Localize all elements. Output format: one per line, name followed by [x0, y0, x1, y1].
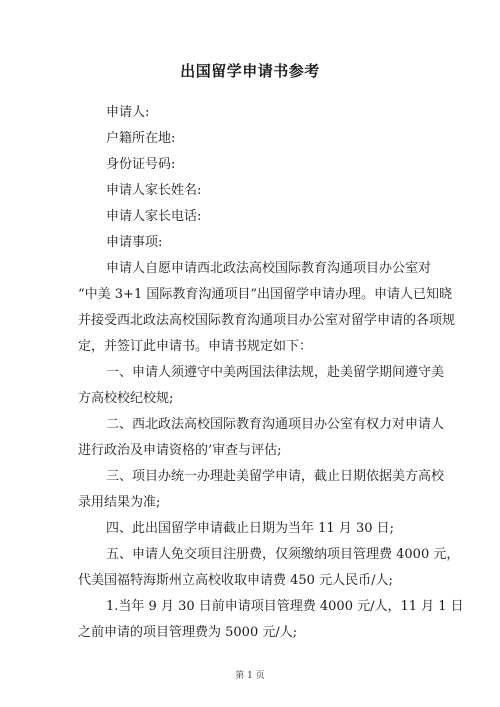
paragraph-line: 进行政治及申请资格的’审查与评估; — [78, 443, 282, 458]
paragraph-line: “中美 3+1 国际教育沟通项目”出国留学申请办理。申请人已知晓 — [78, 287, 452, 302]
paragraph-line: 并接受西北政法高校国际教育沟通项目办公室对留学申请的各项规 — [78, 313, 456, 328]
paragraph-line: 定，并签订此申请书。申请书规定如下： — [78, 339, 313, 354]
paragraph-rule-5 — [78, 542, 460, 594]
field-household-registration: 户籍所在地: — [106, 131, 176, 146]
paragraph-line: 五、申请人免交项目注册费，仅须缴纳项目管理费 4000 元， — [106, 547, 460, 562]
paragraph-intro — [78, 256, 456, 360]
field-parent-phone: 申请人家长电话: — [106, 209, 202, 224]
paragraph-rule-4 — [78, 516, 428, 542]
paragraph-line: 之前申请的项目管理费为 5000 元/人; — [78, 625, 298, 640]
paragraph-line: 二、西北政法高校国际教育沟通项目办公室有权力对申请人 — [106, 417, 445, 432]
paragraph-rule-3 — [78, 464, 445, 516]
paragraph-line: 四、此出国留学申请截止日期为当年 11 月 30 日; — [106, 521, 394, 536]
page-number: 第 1 页 — [235, 671, 265, 681]
document-title: 出国留学申请书参考 — [180, 62, 320, 80]
paragraph-line: 代美国福特海斯州立高校收取申请费 450 元人民币/人; — [78, 573, 393, 588]
document-body — [78, 100, 464, 646]
paragraph-line: 申请人自愿申请西北政法高校国际教育沟通项目办公室对 — [106, 261, 432, 276]
paragraph-rule-1 — [78, 360, 445, 412]
paragraph-line: 1.当年 9 月 30 日前申请项目管理费 4000 元/人，11 月 1 日 — [106, 599, 464, 614]
field-application-matter: 申请事项: — [106, 235, 163, 250]
paragraph-line: 录用结果为准; — [78, 495, 161, 510]
paragraph-line: 方高校校纪校规; — [78, 391, 174, 406]
paragraph-rule-2 — [78, 412, 445, 464]
paragraph-line: 三、项目办统一办理赴美留学申请，截止日期依据美方高校 — [106, 469, 445, 484]
field-applicant: 申请人: — [106, 105, 150, 120]
field-parent-name: 申请人家长姓名: — [106, 183, 202, 198]
field-id-number: 身份证号码: — [106, 157, 176, 172]
paragraph-line: 一、申请人须遵守中美两国法律法规，赴美留学期间遵守美 — [106, 365, 445, 380]
paragraph-rule-5-1 — [78, 594, 464, 646]
